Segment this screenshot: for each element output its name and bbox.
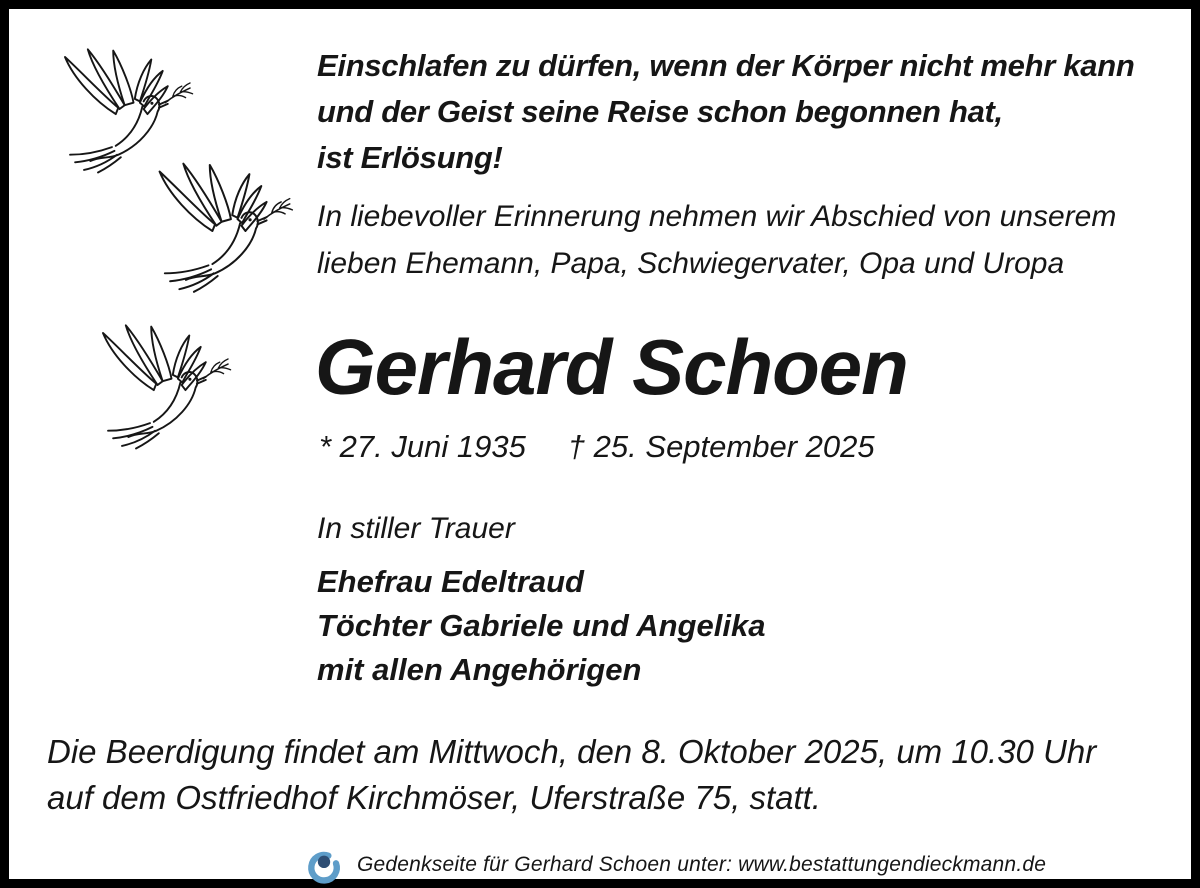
quote-line: ist Erlösung! <box>317 140 503 175</box>
farewell-text <box>317 193 1116 287</box>
mourner-line: Töchter Gabriele und Angelika <box>317 608 766 643</box>
dove-icon <box>145 157 297 299</box>
death-date: † 25. September 2025 <box>567 429 875 464</box>
memorial-footer <box>304 843 1046 887</box>
birth-date: * 27. Juni 1935 <box>319 429 526 464</box>
life-dates <box>319 429 875 465</box>
farewell-line: lieben Ehemann, Papa, Schwiegervater, Opa und Uropa <box>317 247 1065 280</box>
funeral-home-logo-icon <box>304 843 344 887</box>
farewell-line: In liebevoller Erinnerung nehmen wir Abschied von unserem <box>317 200 1117 233</box>
funeral-line: auf dem Ostfriedhof Kirchmöser, Uferstraße 75, statt. <box>47 779 821 816</box>
memorial-site-text: Gedenkseite für Gerhard Schoen unter: www.bestattungendieckmann.de <box>357 853 1047 876</box>
funeral-info <box>47 729 1096 821</box>
quote-line: Einschlafen zu dürfen, wenn der Körper nicht mehr kann <box>317 48 1135 83</box>
mourner-line: Ehefrau Edeltraud <box>317 564 584 599</box>
dove-icon <box>89 319 235 455</box>
funeral-line: Die Beerdigung findet am Mittwoch, den 8. Oktober 2025, um 10.30 Uhr <box>47 733 1097 770</box>
quote-line: und der Geist seine Reise schon begonnen hat, <box>317 94 1003 129</box>
deceased-name: Gerhard Schoen <box>315 323 908 411</box>
memorial-quote <box>317 43 1135 181</box>
mourners-intro: In stiller Trauer <box>317 512 515 545</box>
mourners-block <box>317 512 765 692</box>
mourner-line: mit allen Angehörigen <box>317 652 642 687</box>
